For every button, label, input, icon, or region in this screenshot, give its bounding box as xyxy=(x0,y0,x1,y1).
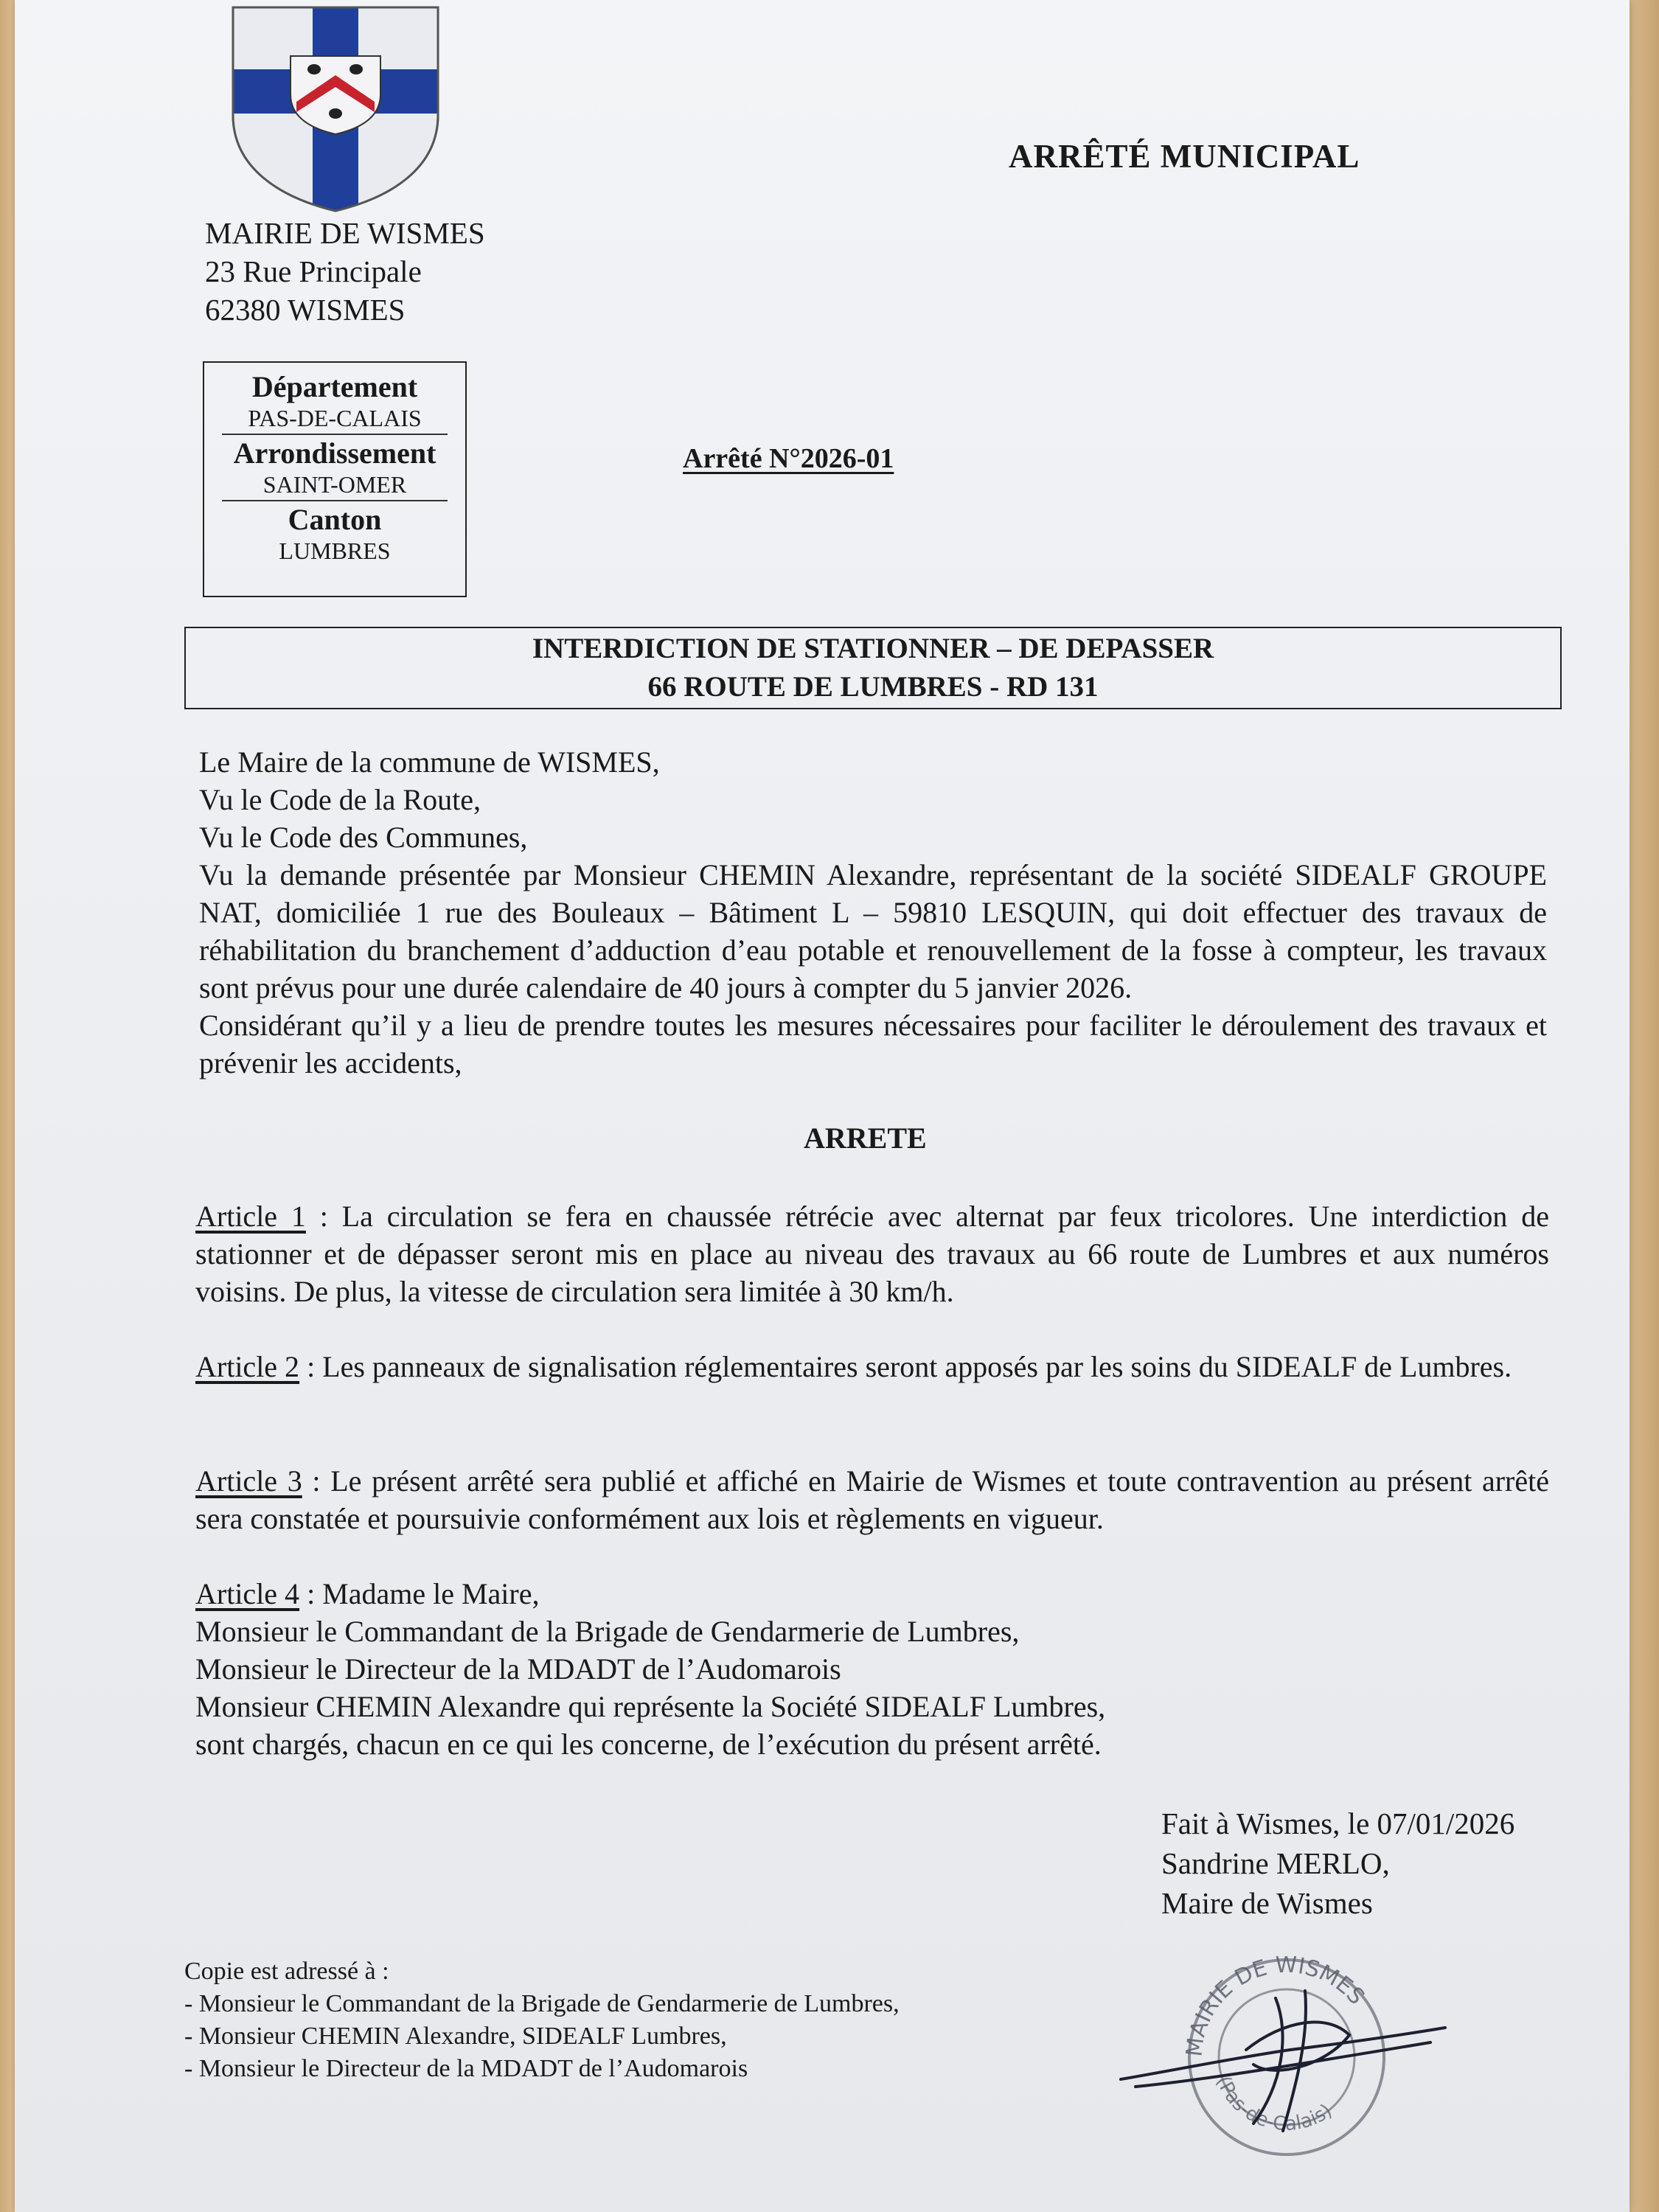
copies-heading: Copie est adressé à : xyxy=(184,1958,389,1985)
arrete-number: Arrêté N°2026-01 xyxy=(683,443,894,474)
stamp-ring-top: MAIRIE DE WISMES xyxy=(1181,1952,1370,2058)
article-label: Article 1 xyxy=(195,1200,306,1233)
canton-value: LUMBRES xyxy=(279,538,391,564)
signature-block xyxy=(1161,1804,1514,1923)
mairie-name: MAIRIE DE WISMES xyxy=(205,216,485,250)
article-text: : Le présent arrêté sera publié et affiché en Mairie de Wismes et toute contravention au présent arrêté sera constatée et poursuivie conformément aux lois et règlements en vigueur. xyxy=(195,1464,1549,1535)
mairie-city: 62380 WISMES xyxy=(205,293,406,327)
article-4-line: Monsieur le Commandant de la Brigade de Gendarmerie de Lumbres, xyxy=(195,1615,1020,1648)
preamble-line: Vu le Code des Communes, xyxy=(199,821,528,854)
mairie-address xyxy=(205,214,485,329)
article-4-line: sont chargés, chacun en ce qui les concerne, de l’exécution du présent arrêté. xyxy=(195,1728,1102,1761)
coat-of-arms-logo xyxy=(229,4,442,214)
preamble xyxy=(199,743,1547,1082)
mairie-street: 23 Rue Principale xyxy=(205,254,422,288)
signatory-name: Sandrine MERLO, xyxy=(1161,1846,1390,1880)
article-1 xyxy=(195,1197,1549,1310)
article-label: Article 3 xyxy=(195,1464,302,1498)
box-divider xyxy=(222,434,448,435)
copy-recipient: - Monsieur le Directeur de la MDADT de l’Audomarois xyxy=(184,2055,748,2082)
document-type-heading: ARRÊTÉ MUNICIPAL xyxy=(1009,138,1360,175)
arrondissement-label: Arrondissement xyxy=(233,437,437,470)
article-label: Article 2 xyxy=(195,1350,300,1383)
place-date: Fait à Wismes, le 07/01/2026 xyxy=(1161,1806,1515,1840)
preamble-considering: Considérant qu’il y a lieu de prendre toutes les mesures nécessaires pour faciliter le déroulement des travaux et prévenir les accidents, xyxy=(199,1009,1547,1079)
arrondissement-value: SAINT-OMER xyxy=(262,471,407,498)
departement-label: Département xyxy=(251,370,418,403)
stamp-ring-bottom: (Pas-de-Calais) xyxy=(1211,2073,1337,2136)
box-divider xyxy=(222,500,448,501)
article-4 xyxy=(195,1575,1549,1763)
preamble-line: Vu le Code de la Route, xyxy=(199,783,481,816)
title-box xyxy=(184,627,1562,709)
article-text: : La circulation se fera en chaussée rétrécie avec alternat par feux tricolores. Une interdiction de stationner et de dépasser seront mis en place au niveau des travaux au 66 route de Lumbres et aux numéros voisins. De plus, la vitesse de circulation sera limitée à 30 km/h. xyxy=(195,1200,1549,1308)
title-line-1: INTERDICTION DE STATIONNER – DE DEPASSER xyxy=(532,633,1214,664)
article-text: : Madame le Maire, xyxy=(299,1577,540,1610)
article-4-first-line xyxy=(195,1575,1549,1613)
article-2 xyxy=(195,1348,1549,1385)
copies-section xyxy=(184,1955,900,2085)
article-text: : Les panneaux de signalisation réglementaires seront apposés par les soins du SIDEALF de Lumbres. xyxy=(299,1350,1512,1383)
article-4-line: Monsieur le Directeur de la MDADT de l’Audomarois xyxy=(195,1652,841,1686)
preamble-request: Vu la demande présentée par Monsieur CHEMIN Alexandre, représentant de la société SIDEALF GROUPE NAT, domiciliée 1 rue des Bouleaux – Bâtiment L – 59810 LESQUIN, qui doit effectuer des travaux de réhabilitation du branchement d’adduction d’eau potable et renouvellement de la fosse à compteur, les travaux sont prévus pour une durée calendaire de 40 jours à compter du 5 janvier 2026. xyxy=(199,858,1547,1004)
title-line-2: 66 ROUTE DE LUMBRES - RD 131 xyxy=(647,671,1099,703)
preamble-line: Le Maire de la commune de WISMES, xyxy=(199,745,660,779)
article-3 xyxy=(195,1462,1549,1537)
arrete-heading: ARRETE xyxy=(804,1121,927,1155)
signatory-role: Maire de Wismes xyxy=(1161,1886,1373,1920)
departement-value: PAS-DE-CALAIS xyxy=(248,405,422,431)
copy-recipient: - Monsieur le Commandant de la Brigade de Gendarmerie de Lumbres, xyxy=(184,1990,900,2017)
copy-recipient: - Monsieur CHEMIN Alexandre, SIDEALF Lumbres, xyxy=(184,2023,727,2050)
official-stamp-and-signature xyxy=(1106,1939,1460,2160)
article-4-line: Monsieur CHEMIN Alexandre qui représente la Société SIDEALF Lumbres, xyxy=(195,1690,1106,1723)
article-label: Article 4 xyxy=(195,1577,300,1610)
administrative-box xyxy=(203,361,467,597)
canton-label: Canton xyxy=(288,503,382,536)
